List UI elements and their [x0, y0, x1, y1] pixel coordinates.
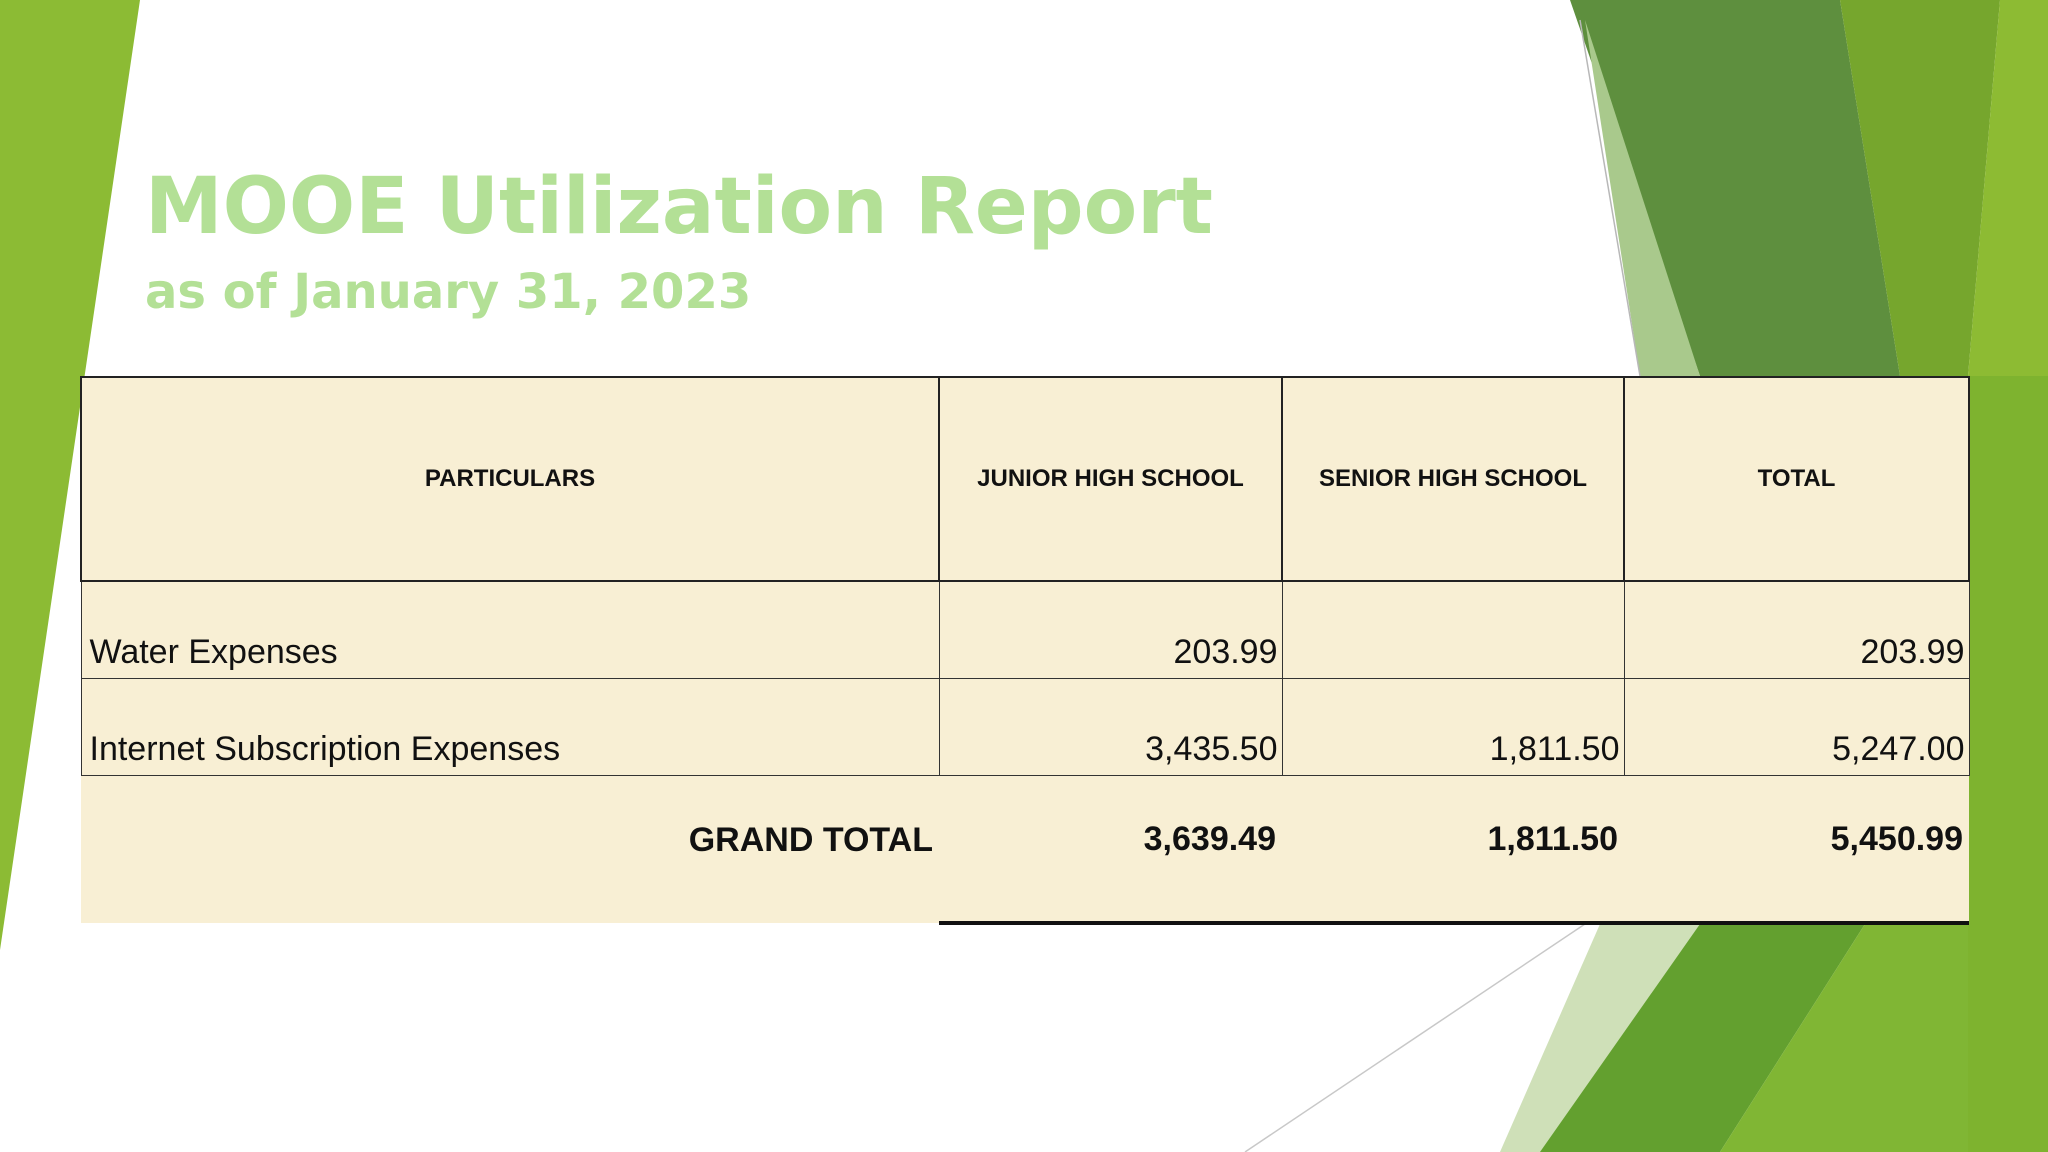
grand-total-junior-high: 3,639.49: [939, 775, 1282, 923]
header-junior-high: JUNIOR HIGH SCHOOL: [939, 377, 1282, 581]
row-particular: Internet Subscription Expenses: [81, 678, 939, 775]
grand-total-total: 5,450.99: [1624, 775, 1969, 923]
row-junior-high-value: 203.99: [939, 581, 1282, 678]
row-junior-high-value: 3,435.50: [939, 678, 1282, 775]
table-row: [81, 678, 1969, 775]
header-total: TOTAL: [1624, 377, 1969, 581]
grand-total-label: GRAND TOTAL: [81, 775, 939, 923]
header-particulars: PARTICULARS: [81, 377, 939, 581]
row-particular: Water Expenses: [81, 581, 939, 678]
row-total-value: 5,247.00: [1624, 678, 1969, 775]
slide-title: MOOE Utilization Report: [145, 162, 1213, 252]
grand-total-senior-high: 1,811.50: [1282, 775, 1624, 923]
row-senior-high-value: [1282, 581, 1624, 678]
row-senior-high-value: 1,811.50: [1282, 678, 1624, 775]
row-total-value: 203.99: [1624, 581, 1969, 678]
header-senior-high: SENIOR HIGH SCHOOL: [1282, 377, 1624, 581]
slide-subtitle: as of January 31, 2023: [145, 264, 752, 320]
table-row: [81, 581, 1969, 678]
grand-total-row: [81, 775, 1969, 923]
mooe-table: [80, 376, 1970, 925]
right-edge-strip: [1968, 376, 2048, 1152]
table-header-row: [81, 377, 1969, 581]
